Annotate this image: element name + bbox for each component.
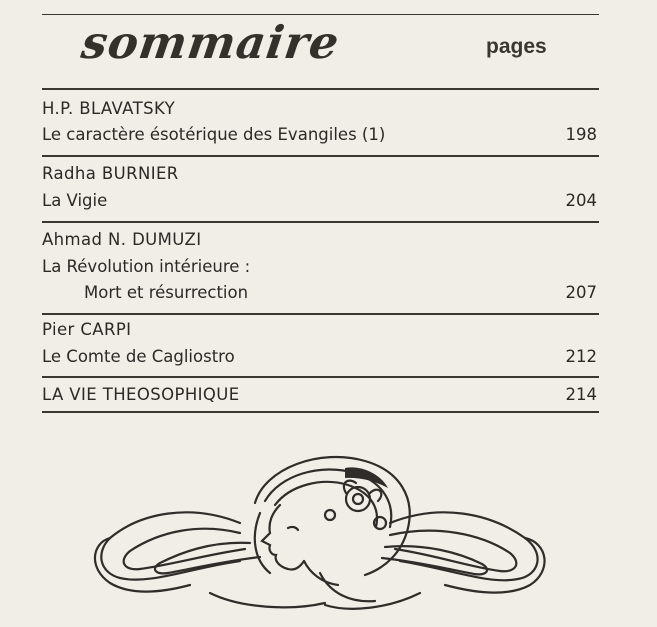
entry-title: La Vigie <box>42 191 108 210</box>
entry-title: La Révolution intérieure : <box>42 257 251 276</box>
entry-divider <box>42 313 599 315</box>
header-rule <box>42 88 599 90</box>
entry-author: Radha BURNIER <box>42 164 179 183</box>
entry-title: Le Comte de Cagliostro <box>42 347 235 366</box>
entry-author: Ahmad N. DUMUZI <box>42 230 202 249</box>
entry-subtitle: Mort et résurrection <box>84 283 249 302</box>
entry-page-number: 198 <box>565 125 597 144</box>
section-page-number: 214 <box>565 385 597 404</box>
top-rule <box>42 14 599 15</box>
entry-author: H.P. BLAVATSKY <box>42 99 176 118</box>
entry-divider <box>42 221 599 223</box>
art-nouveau-woman-head-icon <box>90 443 560 623</box>
page-title: sommaire <box>78 16 343 69</box>
pages-column-label: pages <box>486 35 547 58</box>
entry-page-number: 204 <box>565 191 597 210</box>
entry-author: Pier CARPI <box>42 320 132 339</box>
entry-page-number: 207 <box>565 283 597 302</box>
entry-divider <box>42 155 599 157</box>
bottom-rule <box>42 411 599 413</box>
entry-page-number: 212 <box>565 347 597 366</box>
entry-title: Le caractère ésotérique des Evangiles (1) <box>42 125 386 144</box>
entry-divider <box>42 376 599 378</box>
section-label: LA VIE THEOSOPHIQUE <box>42 385 240 404</box>
